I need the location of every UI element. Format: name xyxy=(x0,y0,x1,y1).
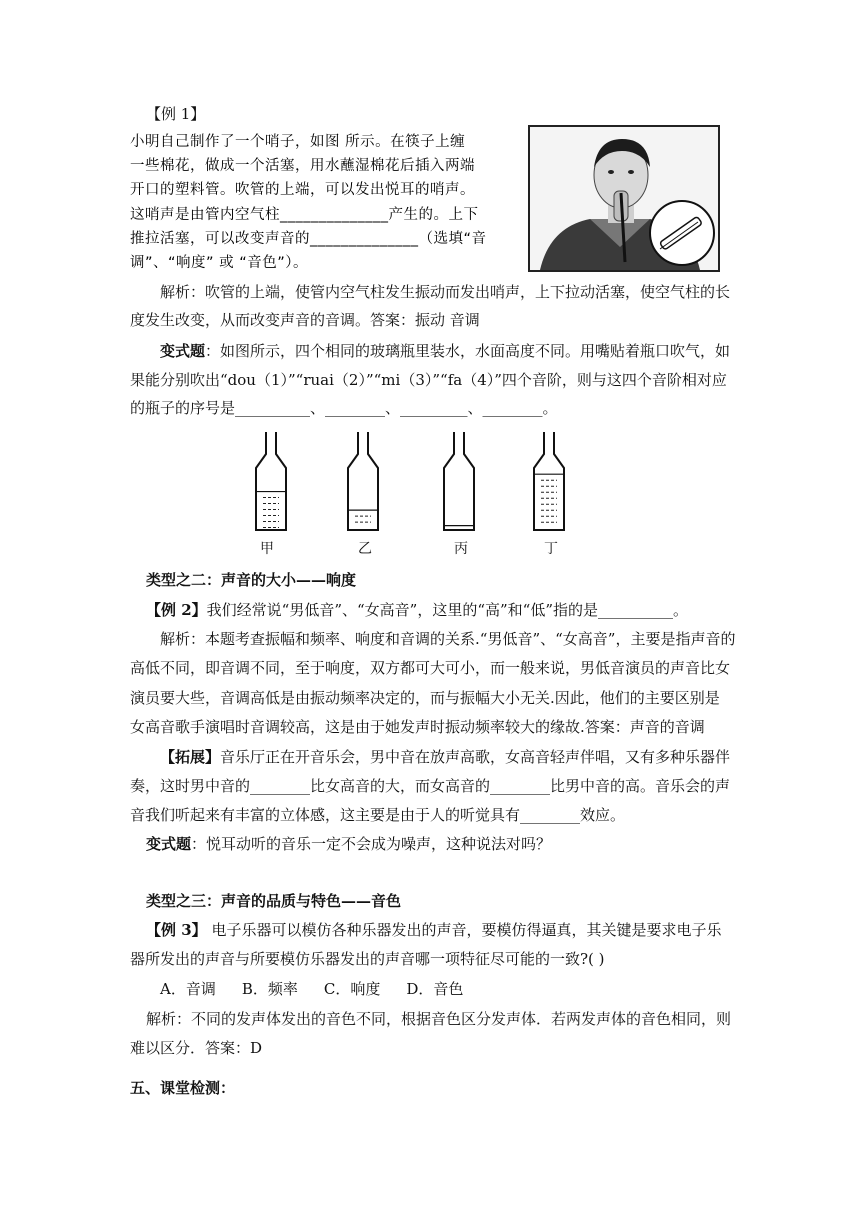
options-row xyxy=(160,979,463,999)
bottles-svg xyxy=(250,428,580,538)
extension-tag: 【拓展】 xyxy=(160,748,221,766)
extension-line: 奏，这时男中音的________比女高音的大，而女高音的________比男中音的高。音乐会的声 xyxy=(130,777,731,795)
bottle-3 xyxy=(444,432,474,530)
boy-whistle-photo xyxy=(528,125,720,272)
bottle-outline xyxy=(444,432,474,530)
scan-line: 这哨声是由管内空气柱______________产生的。上下 xyxy=(130,207,479,223)
type2-heading: 类型之二：声音的大小——响度 xyxy=(146,571,357,589)
option-b: B．频率 xyxy=(241,980,298,998)
scan-line: 小明自己制作了一个哨子，如图 所示。在筷子上缠 xyxy=(130,134,466,150)
example2-analysis-line: 高低不同，即音调不同，至于响度，双方都可大可小，而一般来说，男低音演员的声音比女 xyxy=(130,659,731,677)
example3-line: 器所发出的声音与所要模仿乐器发出的声音哪一项特征尽可能的一致?( ) xyxy=(130,950,605,968)
bottle-label: 丁 xyxy=(544,541,558,557)
scan-line: 开口的塑料管。吹管的上端，可以发出悦耳的哨声。 xyxy=(130,182,475,198)
example1-heading: 【例 1】 xyxy=(146,105,206,123)
variant1-label: 变式题 xyxy=(160,342,206,360)
example3-analysis-line: 解析：不同的发声体发出的音色不同，根据音色区分发声体．若两发声体的音色相同，则 xyxy=(146,1010,732,1028)
example2-text: 我们经常说“男低音”、“女高音”，这里的“高”和“低”指的是__________。 xyxy=(206,601,689,619)
example2-tag: 【例 2】 xyxy=(146,601,207,619)
type3-heading: 类型之三：声音的品质与特色——音色 xyxy=(146,892,402,910)
extension-line xyxy=(160,747,730,767)
example3-analysis-line: 难以区分．答案：D xyxy=(130,1039,263,1057)
extension-text: 音乐厅正在开音乐会，男中音在放声高歌，女高音轻声伴唱，又有多种乐器伴 xyxy=(220,748,731,766)
bottles-figure xyxy=(250,428,580,556)
example3-text: 电子乐器可以模仿各种乐器发出的声音，要模仿得逼真，其关键是要求电子乐 xyxy=(206,921,722,939)
type2-variant-text: ：悦耳动听的音乐一定不会成为噪声，这种说法对吗？ xyxy=(191,835,552,853)
type2-variant-label: 变式题 xyxy=(146,835,192,853)
bottle-4 xyxy=(534,432,564,530)
example2-line xyxy=(146,600,688,620)
bottle-water xyxy=(535,474,563,530)
type2-variant-line xyxy=(146,834,551,854)
example2-analysis-line: 女高音歌手演唱时音调较高，这是由于她发声时振动频率较大的缘故.答案：声音的音调 xyxy=(130,718,705,736)
bottle-label: 丙 xyxy=(454,541,468,557)
option-a: A．音调 xyxy=(160,980,216,998)
example2-analysis-line: 演员要大些，音调高低是由振动频率决定的，而与振幅大小无关.因此，他们的主要区别是 xyxy=(130,689,720,707)
option-d: D．音色 xyxy=(406,980,464,998)
example2-analysis-line: 解析：本题考查振幅和频率、响度和音调的关系.“男低音”、“女高音”，主要是指声音的 xyxy=(160,630,736,648)
scan-line: 一些棉花，做成一个活塞，用水蘸湿棉花后插入两端 xyxy=(130,158,475,174)
example3-tag: 【例 3】 xyxy=(146,921,207,939)
example3-line xyxy=(146,920,721,940)
section5-heading: 五、课堂检测： xyxy=(130,1079,236,1097)
variant1-line: 果能分别吹出“dou（1）”“ruai（2）”“mi（3）”“fa（4）”四个音阶，则与这四个音阶相对应 xyxy=(130,371,727,389)
bottle-water xyxy=(349,510,377,530)
bottle-label: 甲 xyxy=(260,541,274,557)
extension-line: 音我们听起来有丰富的立体感，这主要是由于人的听觉具有________效应。 xyxy=(130,806,626,824)
option-c: C．响度 xyxy=(323,980,381,998)
example1-analysis-line: 度发生改变，从而改变声音的音调。答案：振动 音调 xyxy=(130,311,480,329)
boy-whistle-illustration xyxy=(530,127,718,270)
variant1-line: 的瓶子的序号是__________、________、_________、________。 xyxy=(130,399,558,417)
bottle-2 xyxy=(348,432,378,530)
example1-analysis-line: 解析：吹管的上端，使管内空气柱发生振动而发出哨声，上下拉动活塞，使空气柱的长 xyxy=(160,283,731,301)
variant1-text: ：如图所示，四个相同的玻璃瓶里装水，水面高度不同。用嘴贴着瓶口吹气，如 xyxy=(205,342,731,360)
bottle-label: 乙 xyxy=(358,541,372,557)
variant1-line xyxy=(160,341,730,361)
scan-line: 推拉活塞，可以改变声音的______________（选填“音 xyxy=(130,231,487,247)
scan-line: 调”、“响度” 或 “音色”）。 xyxy=(130,255,309,271)
bottle-1 xyxy=(256,432,286,530)
